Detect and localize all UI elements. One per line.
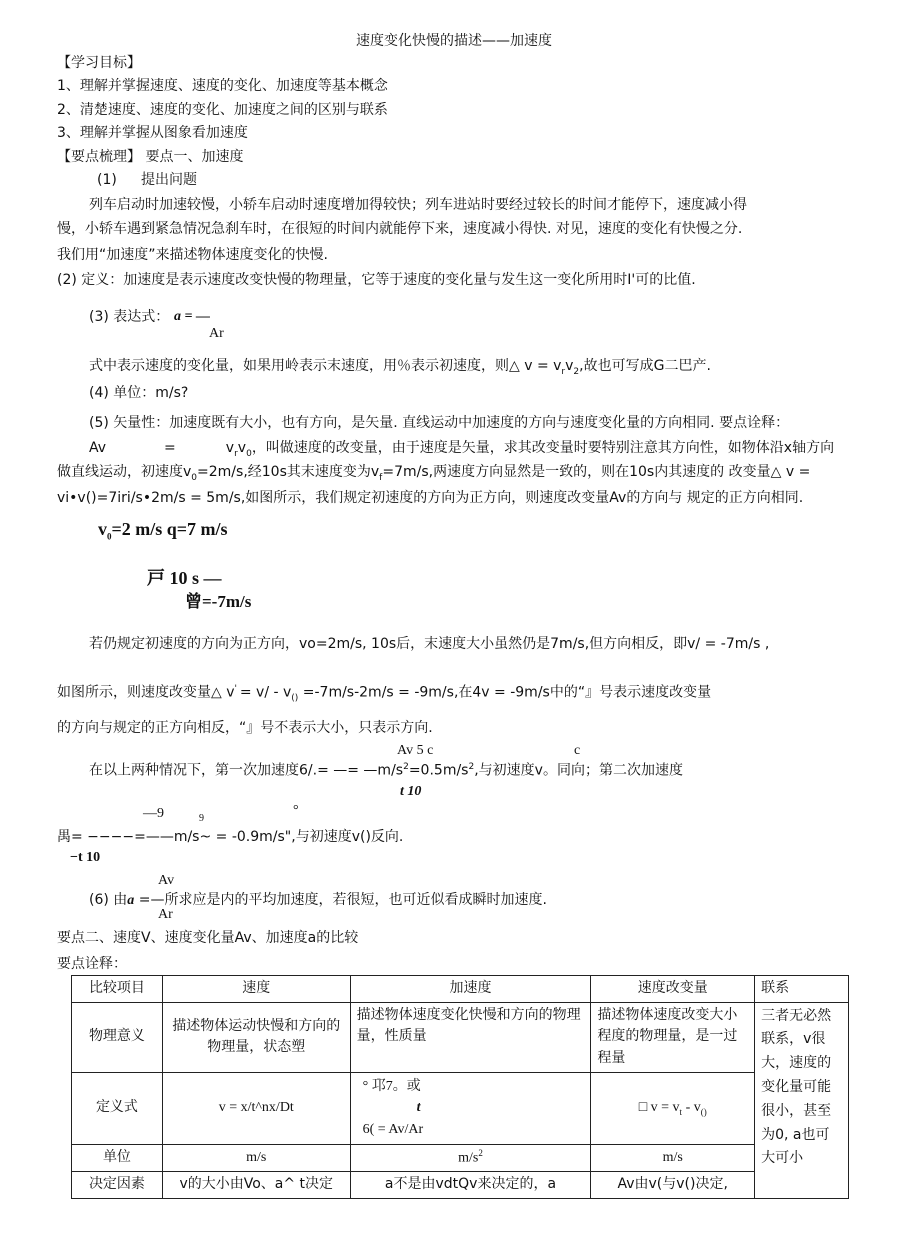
cell-item: 决定因素 xyxy=(72,1172,163,1199)
avg-accel-line: (6) 由a =—所求应是内的平均加速度，若很短，也可近似看成瞬时加速度. xyxy=(89,892,547,908)
table-header-row xyxy=(72,976,849,1003)
cell-acceleration: 描述物体速度变化快慢和方向的物理量，性质量 xyxy=(350,1002,591,1072)
expression-label: (3) 表达式： xyxy=(89,309,170,325)
point-2-heading: 要点二、速度V、速度变化量Av、加速度a的比较 xyxy=(57,930,359,946)
figure-final-velocity: 曾=-7m/s xyxy=(185,592,252,611)
calc-time-denominator-2: −t 10 xyxy=(70,850,101,865)
point-1-label: 提出问题 xyxy=(141,172,197,188)
cell-item: 定义式 xyxy=(72,1072,163,1144)
initial-velocity-line: 做直线运动，初速度$v_0=2m/s$,经10s其末速度变为$v_f=7m/s$,两速度方向显然是一致的，则在10s内其速度的 改变量△ v = xyxy=(57,464,811,483)
cell-acceleration: a不是由vdtQv来决定的，a xyxy=(350,1172,591,1199)
para1-line3: 我们用“加速度”来描述物体速度变化的快慢. xyxy=(57,247,328,263)
avg-accel-top: Av xyxy=(158,873,175,888)
goal-item-2: 2、清楚速度、速度的变化、加速度之间的区别与联系 xyxy=(57,102,388,118)
para1-line1: 列车启动时加速较慢，小轿车启动时速度增加得较快；列车进站时要经过较长的时间才能停下，速度减小得 xyxy=(89,197,747,213)
header-speed: 速度 xyxy=(162,976,350,1003)
delta-v-line: $Av = v_rv_0$，叫做速度的改变量，由于速度是矢量，求其改变量时要特别注意其方向性，如物体沿x轴方向 xyxy=(89,440,835,459)
cell-speed: 描述物体运动快慢和方向的物理量，状态塑 xyxy=(162,1002,350,1072)
point-1-number: (1) xyxy=(97,172,117,188)
avg-accel-bottom: Ar xyxy=(158,907,173,922)
direction-line: 的方向与规定的正方向相反，“』号不表示大小，只表示方向. xyxy=(57,720,433,736)
expression-denominator: Ar xyxy=(209,326,224,341)
goals-heading: 【学习目标】 xyxy=(57,55,141,71)
cell-item: 物理意义 xyxy=(72,1002,163,1072)
expression-formula: a = — xyxy=(174,309,210,324)
goal-item-3: 3、理解并掌握从图象看加速度 xyxy=(57,125,248,141)
figure-velocities: $v_0=2$ m/s q=7 m/s xyxy=(98,519,228,542)
cell-velocity-change: □ $v = v_t - v_{()}$ xyxy=(591,1072,755,1144)
calc-fraction-top-1: Av 5 c xyxy=(397,743,434,758)
definition: (2) 定义：加速度是表示速度改变快慢的物理量，它等于速度的变化量与发生这一变化所用时I'可的比值. xyxy=(57,272,696,288)
delta-v-result-line: vi•v()=7iri/s•2m/s = 5m/s,如图所示，我们规定初速度的方向为正方向，则速度改变量Av的方向与 规定的正方向相同. xyxy=(57,490,804,506)
calc-time-denominator: t 10 xyxy=(400,784,422,799)
cell-item: 单位 xyxy=(72,1144,163,1171)
cell-speed: m/s xyxy=(162,1144,350,1171)
figure-time: 戸 10 s — xyxy=(147,568,222,588)
cell-velocity-change: m/s xyxy=(591,1144,755,1171)
para1-line2: 慢，小轿车遇到紧急情况急刹车时，在很短的时间内就能停下来，速度减小得快. 对见，速度的变化有快慢之分. xyxy=(57,221,743,237)
header-item: 比较项目 xyxy=(72,976,163,1003)
table-row xyxy=(72,1002,849,1072)
calc-second-acceleration: 禺= −−−−=——m/s~ = -0.9m/s",与初速度v()反向. xyxy=(57,829,404,845)
cell-speed: v = x/t^nx/Dt xyxy=(162,1072,350,1144)
cell-velocity-change: Av由v(与v()决定, xyxy=(591,1172,755,1199)
expression-desc: 式中表示速度的变化量，如果用岭表示末速度，用％表示初速度，则△ $v = v_rv_2$,故也可写成G二巴产. xyxy=(89,358,711,377)
calc-nine-small: 9 xyxy=(199,813,204,824)
calc-degree: ° xyxy=(293,803,299,818)
calc-fraction-top-2: c xyxy=(574,743,581,758)
cell-speed: v的大小由Vo、a^ t决定 xyxy=(162,1172,350,1199)
vector-line: (5) 矢量性：加速度既有大小，也有方向，是矢量. 直线运动中加速度的方向与速度变化量的方向相同. 要点诠释： xyxy=(89,415,790,431)
figure-change-line: 如图所示，则速度改变量△ $v' = v/ - v_{()} =-7m/s-2m/s = -9m/s$,在4v = -9m/s中的“』号表示速度改变量 xyxy=(57,684,712,704)
cell-acceleration: ° 邛7。或 t 6( = Av/Ar xyxy=(350,1072,591,1144)
goal-item-1: 1、理解并掌握速度、速度的变化、加速度等基本概念 xyxy=(57,78,388,94)
header-acceleration: 加速度 xyxy=(350,976,591,1003)
table-row xyxy=(72,1144,849,1171)
table-row xyxy=(72,1072,849,1144)
page-title: 速度变化快慢的描述——加速度 xyxy=(356,33,552,49)
table-row xyxy=(72,1172,849,1199)
comparison-table xyxy=(71,975,849,1199)
unit-line: (4) 单位：m/s? xyxy=(89,385,189,401)
cell-acceleration: $m/s^2$ xyxy=(350,1144,591,1171)
cell-velocity-change: 描述物体速度改变大小程度的物理量，是一过程量 xyxy=(591,1002,755,1072)
cell-relation: 三者无必然联系，v很大，速度的变化量可能很小，甚至为0, a也可大可小 xyxy=(755,1002,849,1198)
calc-neg-nine: —9 xyxy=(143,806,164,821)
header-velocity-change: 速度改变量 xyxy=(591,976,755,1003)
reverse-paragraph: 若仍规定初速度的方向为正方向，vo=2m/s, 10s后，末速度大小虽然仍是7m/s,但方向相反，即v/ = -7m/s , xyxy=(89,636,770,652)
notes-label: 要点诠释： xyxy=(57,956,127,972)
calc-first-acceleration: 在以上两种情况下，第一次加速度6/.= —= $—m/s^2=0.5m/s^2$,与初速度v。同向；第二次加速度 xyxy=(89,762,683,779)
points-heading: 【要点梳理】 要点一、加速度 xyxy=(57,149,244,165)
header-relation: 联系 xyxy=(755,976,849,1003)
